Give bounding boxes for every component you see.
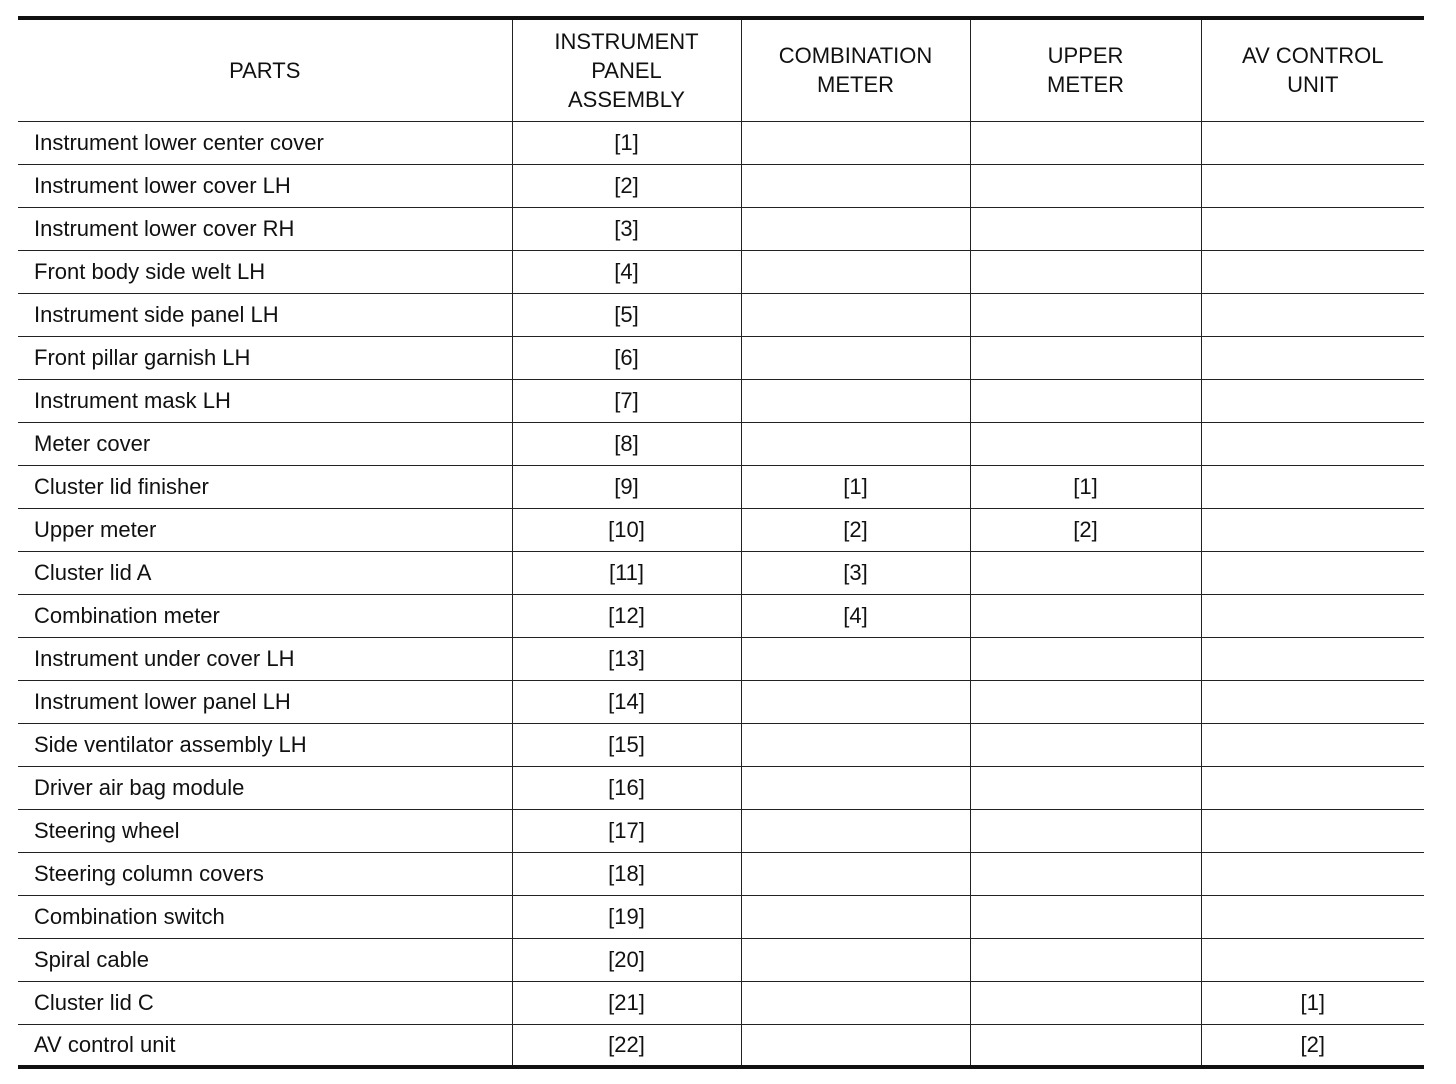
header-row: [18, 18, 1424, 121]
part-name-cell: Driver air bag module: [34, 774, 245, 800]
part-name-cell: Instrument lower center cover: [34, 129, 324, 155]
instrument-panel-step-cell: [21]: [512, 981, 741, 1024]
part-name-cell: Front body side welt LH: [34, 258, 266, 284]
table-header: [18, 18, 1424, 121]
table-row: [18, 809, 1424, 852]
part-name-cell: Upper meter: [34, 516, 157, 542]
part-name-cell: AV control unit: [34, 1031, 176, 1057]
instrument-panel-step-cell: [18]: [512, 852, 741, 895]
av-control-unit-step-cell: [1201, 508, 1424, 551]
table-row: [18, 336, 1424, 379]
header-av-control-unit: AV CONTROL UNIT: [1201, 18, 1424, 121]
combination-meter-step-cell: [741, 422, 970, 465]
av-control-unit-step-cell: [1201, 250, 1424, 293]
combination-meter-step-cell: [741, 379, 970, 422]
table-row: [18, 680, 1424, 723]
upper-meter-step-cell: [970, 336, 1201, 379]
combination-meter-step-cell: [741, 680, 970, 723]
part-name-cell: Steering wheel: [34, 817, 180, 843]
upper-meter-step-cell: [970, 938, 1201, 981]
part-name-cell: Combination switch: [34, 903, 225, 929]
upper-meter-step-cell: [970, 680, 1201, 723]
combination-meter-step-cell: [1]: [741, 465, 970, 508]
part-name-cell: Side ventilator assembly LH: [34, 731, 307, 757]
av-control-unit-step-cell: [1201, 895, 1424, 938]
combination-meter-step-cell: [741, 895, 970, 938]
instrument-panel-step-cell: [22]: [512, 1024, 741, 1067]
av-control-unit-step-cell: [1201, 938, 1424, 981]
instrument-panel-step-cell: [6]: [512, 336, 741, 379]
upper-meter-step-cell: [970, 422, 1201, 465]
combination-meter-step-cell: [741, 164, 970, 207]
part-name-cell: Cluster lid A: [34, 559, 152, 585]
table-row: [18, 852, 1424, 895]
table-row: [18, 723, 1424, 766]
table-row: [18, 981, 1424, 1024]
combination-meter-step-cell: [741, 207, 970, 250]
table-row: [18, 551, 1424, 594]
part-name-cell: Cluster lid C: [34, 989, 154, 1015]
instrument-panel-step-cell: [10]: [512, 508, 741, 551]
part-name-cell: Meter cover: [34, 430, 151, 456]
upper-meter-step-cell: [970, 293, 1201, 336]
upper-meter-step-cell: [970, 1024, 1201, 1067]
table-row: [18, 637, 1424, 680]
av-control-unit-step-cell: [1201, 680, 1424, 723]
part-name-cell: Front pillar garnish LH: [34, 344, 251, 370]
combination-meter-step-cell: [741, 852, 970, 895]
upper-meter-step-cell: [970, 121, 1201, 164]
upper-meter-step-cell: [970, 250, 1201, 293]
header-combination-meter: COMBINATION METER: [741, 18, 970, 121]
header-upper-meter: UPPER METER: [970, 18, 1201, 121]
instrument-panel-step-cell: [8]: [512, 422, 741, 465]
instrument-panel-step-cell: [19]: [512, 895, 741, 938]
part-name-cell: Cluster lid finisher: [34, 473, 209, 499]
combination-meter-step-cell: [4]: [741, 594, 970, 637]
instrument-panel-step-cell: [1]: [512, 121, 741, 164]
table-row: [18, 250, 1424, 293]
av-control-unit-step-cell: [1201, 809, 1424, 852]
upper-meter-step-cell: [970, 809, 1201, 852]
instrument-panel-step-cell: [9]: [512, 465, 741, 508]
av-control-unit-step-cell: [1201, 379, 1424, 422]
av-control-unit-step-cell: [1201, 207, 1424, 250]
table-row: [18, 594, 1424, 637]
table-row: [18, 1024, 1424, 1067]
instrument-panel-step-cell: [14]: [512, 680, 741, 723]
combination-meter-step-cell: [741, 336, 970, 379]
part-name-cell: Combination meter: [34, 602, 220, 628]
table-row: [18, 465, 1424, 508]
combination-meter-step-cell: [741, 637, 970, 680]
combination-meter-step-cell: [741, 938, 970, 981]
upper-meter-step-cell: [970, 895, 1201, 938]
av-control-unit-step-cell: [1201, 164, 1424, 207]
instrument-panel-step-cell: [17]: [512, 809, 741, 852]
instrument-panel-step-cell: [15]: [512, 723, 741, 766]
part-name-cell: Instrument under cover LH: [34, 645, 295, 671]
combination-meter-step-cell: [741, 981, 970, 1024]
combination-meter-step-cell: [741, 121, 970, 164]
parts-removal-table: [18, 16, 1424, 1069]
table-row: [18, 207, 1424, 250]
av-control-unit-step-cell: [1201, 422, 1424, 465]
combination-meter-step-cell: [2]: [741, 508, 970, 551]
upper-meter-step-cell: [970, 594, 1201, 637]
part-name-cell: Instrument mask LH: [34, 387, 231, 413]
upper-meter-step-cell: [970, 164, 1201, 207]
upper-meter-step-cell: [970, 379, 1201, 422]
table-row: [18, 379, 1424, 422]
table-row: [18, 938, 1424, 981]
instrument-panel-step-cell: [12]: [512, 594, 741, 637]
combination-meter-step-cell: [741, 766, 970, 809]
combination-meter-step-cell: [3]: [741, 551, 970, 594]
upper-meter-step-cell: [2]: [970, 508, 1201, 551]
table-row: [18, 293, 1424, 336]
part-name-cell: Instrument lower cover LH: [34, 172, 291, 198]
part-name-cell: Steering column covers: [34, 860, 264, 886]
part-name-cell: Instrument lower cover RH: [34, 215, 295, 241]
upper-meter-step-cell: [970, 723, 1201, 766]
table-row: [18, 766, 1424, 809]
combination-meter-step-cell: [741, 809, 970, 852]
header-parts: PARTS: [229, 57, 301, 83]
upper-meter-step-cell: [970, 981, 1201, 1024]
upper-meter-step-cell: [970, 852, 1201, 895]
table-body: [18, 121, 1424, 1067]
table-row: [18, 164, 1424, 207]
instrument-panel-step-cell: [4]: [512, 250, 741, 293]
instrument-panel-step-cell: [5]: [512, 293, 741, 336]
av-control-unit-step-cell: [1201, 121, 1424, 164]
instrument-panel-step-cell: [20]: [512, 938, 741, 981]
av-control-unit-step-cell: [1201, 465, 1424, 508]
instrument-panel-step-cell: [7]: [512, 379, 741, 422]
upper-meter-step-cell: [970, 551, 1201, 594]
part-name-cell: Instrument lower panel LH: [34, 688, 291, 714]
av-control-unit-step-cell: [1201, 551, 1424, 594]
instrument-panel-step-cell: [16]: [512, 766, 741, 809]
upper-meter-step-cell: [970, 766, 1201, 809]
av-control-unit-step-cell: [1]: [1201, 981, 1424, 1024]
av-control-unit-step-cell: [1201, 594, 1424, 637]
combination-meter-step-cell: [741, 1024, 970, 1067]
part-name-cell: Spiral cable: [34, 946, 149, 972]
instrument-panel-step-cell: [13]: [512, 637, 741, 680]
instrument-panel-step-cell: [3]: [512, 207, 741, 250]
instrument-panel-step-cell: [11]: [512, 551, 741, 594]
av-control-unit-step-cell: [1201, 336, 1424, 379]
header-instrument-panel-assembly: INSTRUMENT PANEL ASSEMBLY: [512, 18, 741, 121]
table-row: [18, 508, 1424, 551]
upper-meter-step-cell: [970, 207, 1201, 250]
combination-meter-step-cell: [741, 723, 970, 766]
av-control-unit-step-cell: [1201, 852, 1424, 895]
av-control-unit-step-cell: [1201, 723, 1424, 766]
table-row: [18, 121, 1424, 164]
upper-meter-step-cell: [970, 637, 1201, 680]
upper-meter-step-cell: [1]: [970, 465, 1201, 508]
instrument-panel-step-cell: [2]: [512, 164, 741, 207]
av-control-unit-step-cell: [2]: [1201, 1024, 1424, 1067]
av-control-unit-step-cell: [1201, 766, 1424, 809]
table-row: [18, 895, 1424, 938]
av-control-unit-step-cell: [1201, 293, 1424, 336]
combination-meter-step-cell: [741, 250, 970, 293]
combination-meter-step-cell: [741, 293, 970, 336]
table-row: [18, 422, 1424, 465]
av-control-unit-step-cell: [1201, 637, 1424, 680]
part-name-cell: Instrument side panel LH: [34, 301, 279, 327]
